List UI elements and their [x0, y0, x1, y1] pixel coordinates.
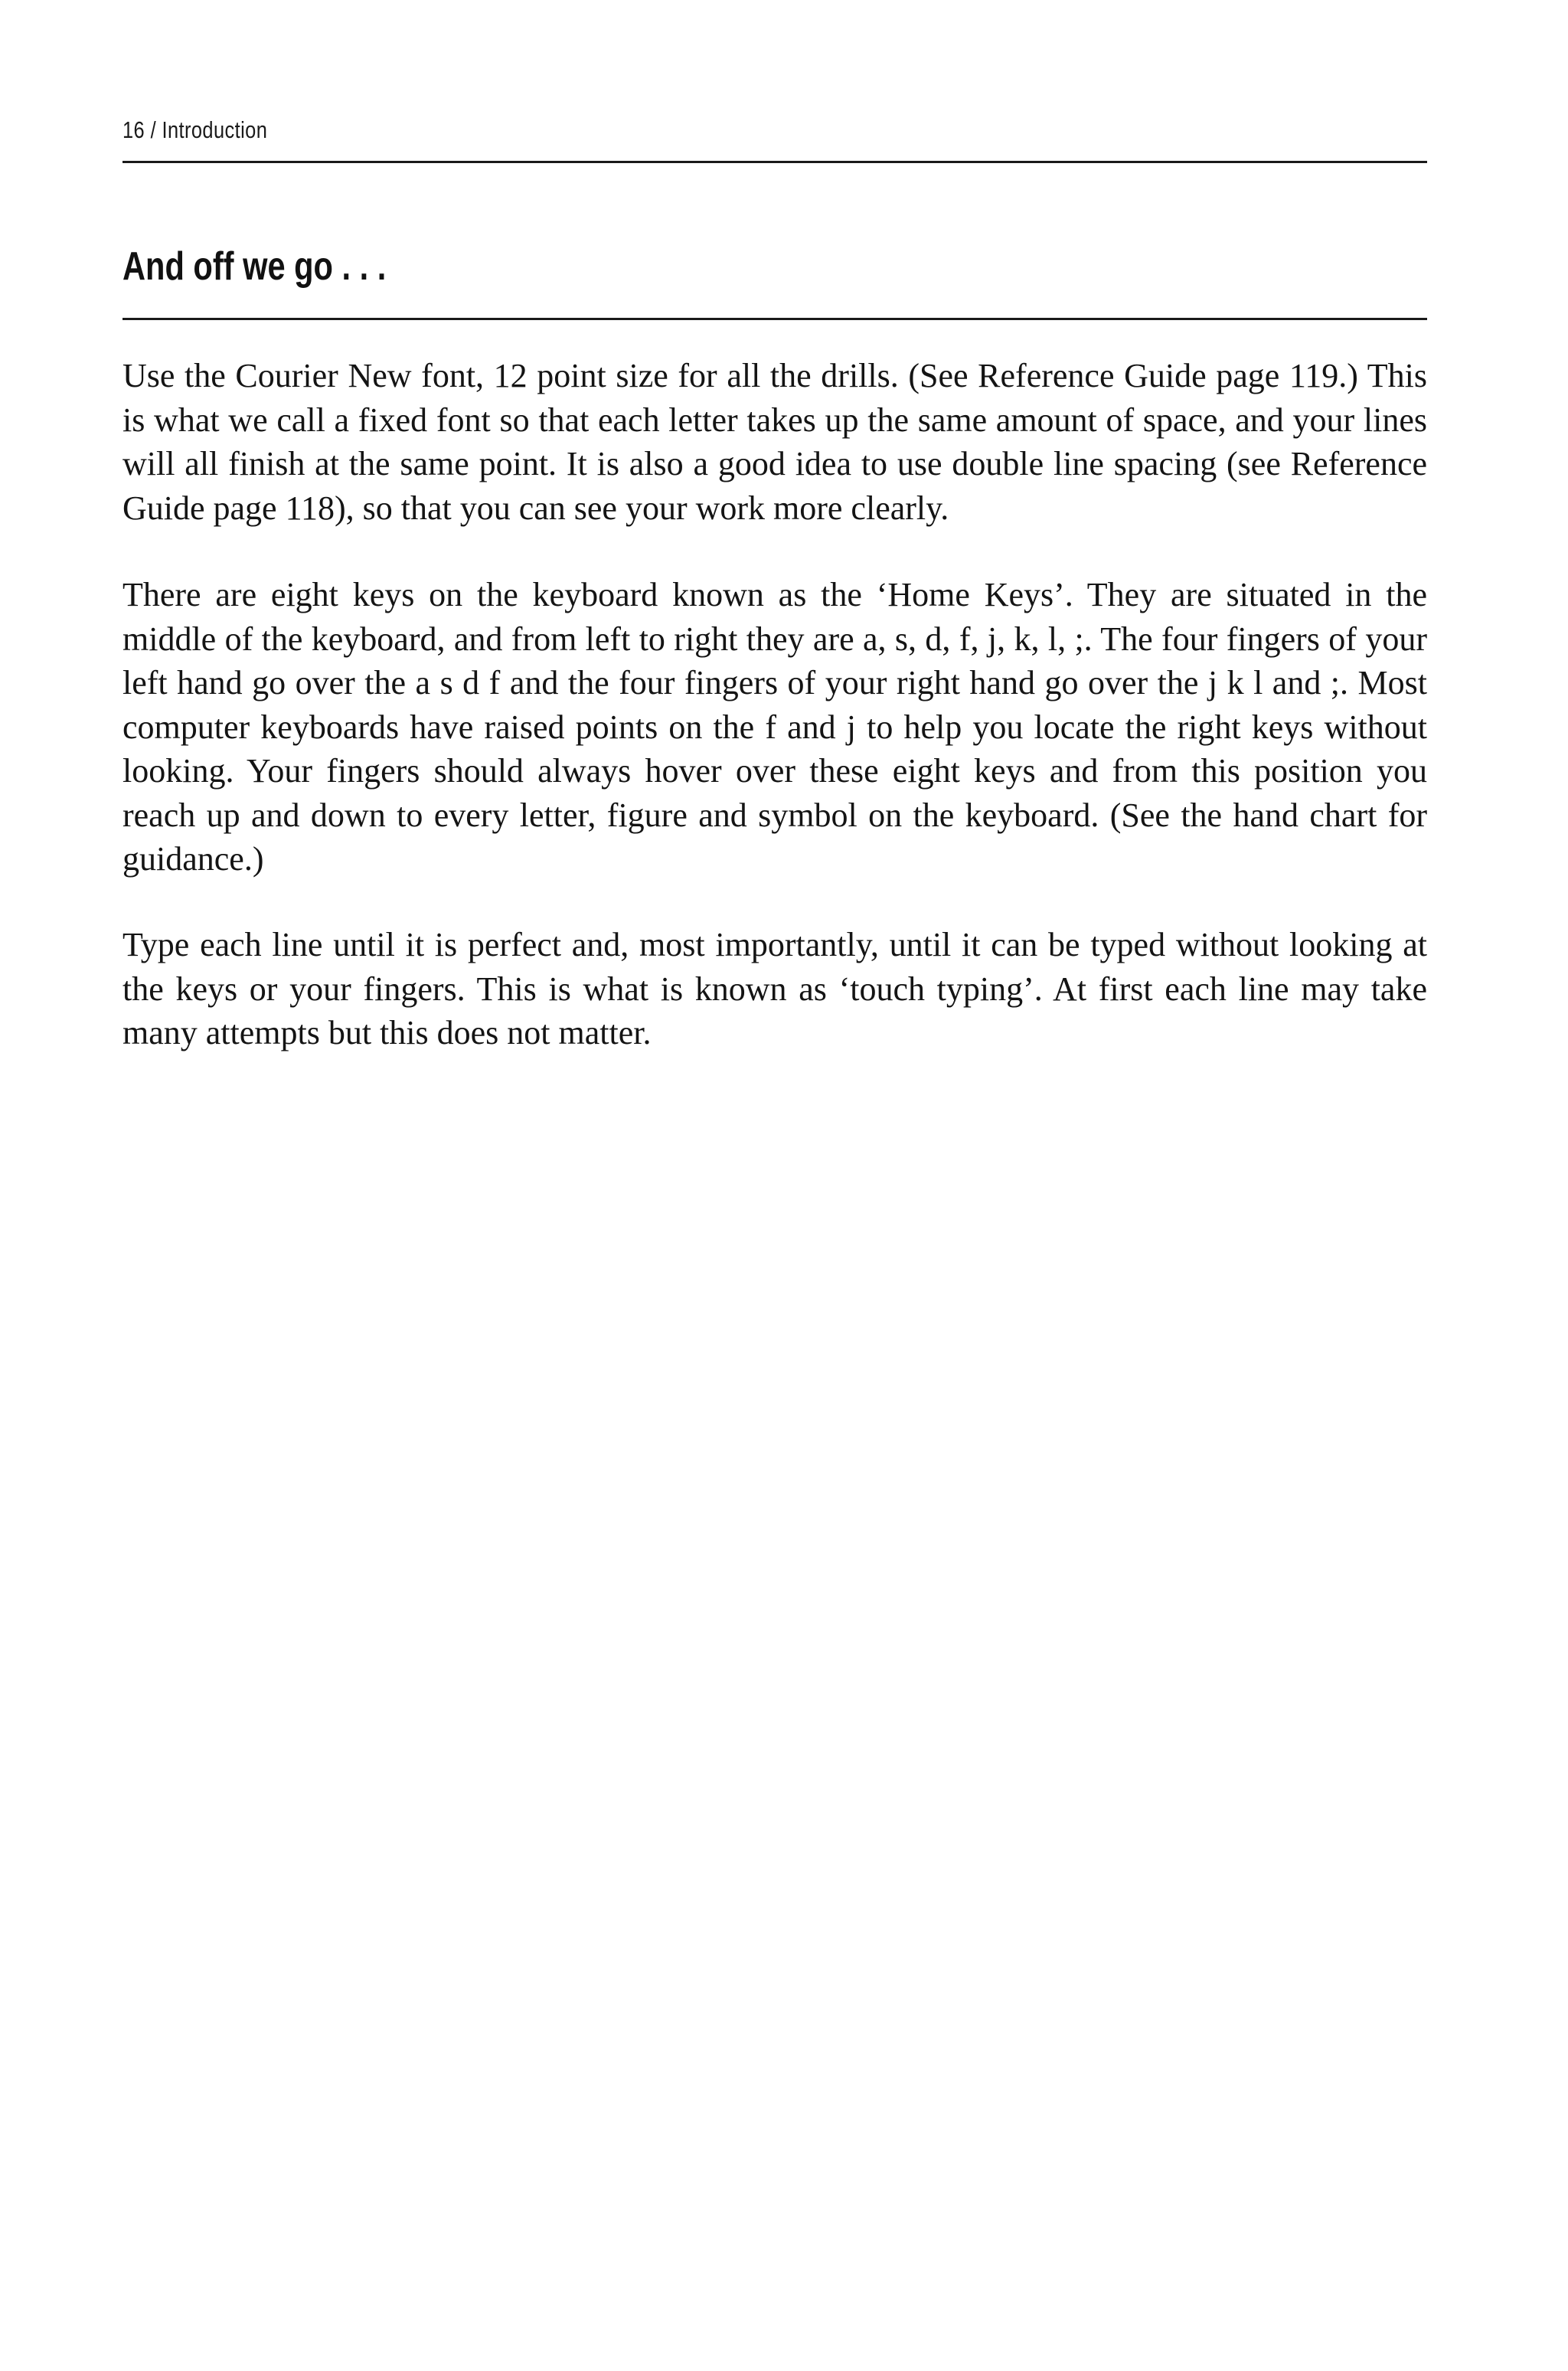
- paragraph-touch-typing: Type each line until it is perfect and, most importantly, until it can be typed without looking at the keys or your fingers. This is what is known as ‘touch typing’. At first each line may take many attempts but this does not matter.: [122, 926, 1427, 1051]
- header-rule: [122, 161, 1427, 163]
- section-title-rule: [122, 318, 1427, 320]
- paragraph-home-keys: There are eight keys on the keyboard known as the ‘Home Keys’. They are situated in the middle of the keyboard, and from left to right they are a, s, d, f, j, k, l, ;. The four fingers of your left hand go over the a s d f and the four fingers of your right hand go over the j k l and ;. Most computer keyboards have raised points on the f and j to help you locate the right keys without looking. Your fingers should always hover over these eight keys and from this position you reach up and down to every letter, figure and symbol on the keyboard. (See the hand chart for guidance.): [122, 576, 1427, 878]
- paragraph-font-instructions: Use the Courier New font, 12 point size for all the drills. (See Reference Guide page 119.) This is what we call a fixed font so that each letter takes up the same amount of space, and your lines will all finish at the same point. It is also a good idea to use double line spacing (see Reference Guide page 118), so that you can see your work more clearly.: [122, 357, 1427, 527]
- running-head: 16 / Introduction: [122, 116, 268, 143]
- section-title: And off we go . . .: [122, 244, 387, 289]
